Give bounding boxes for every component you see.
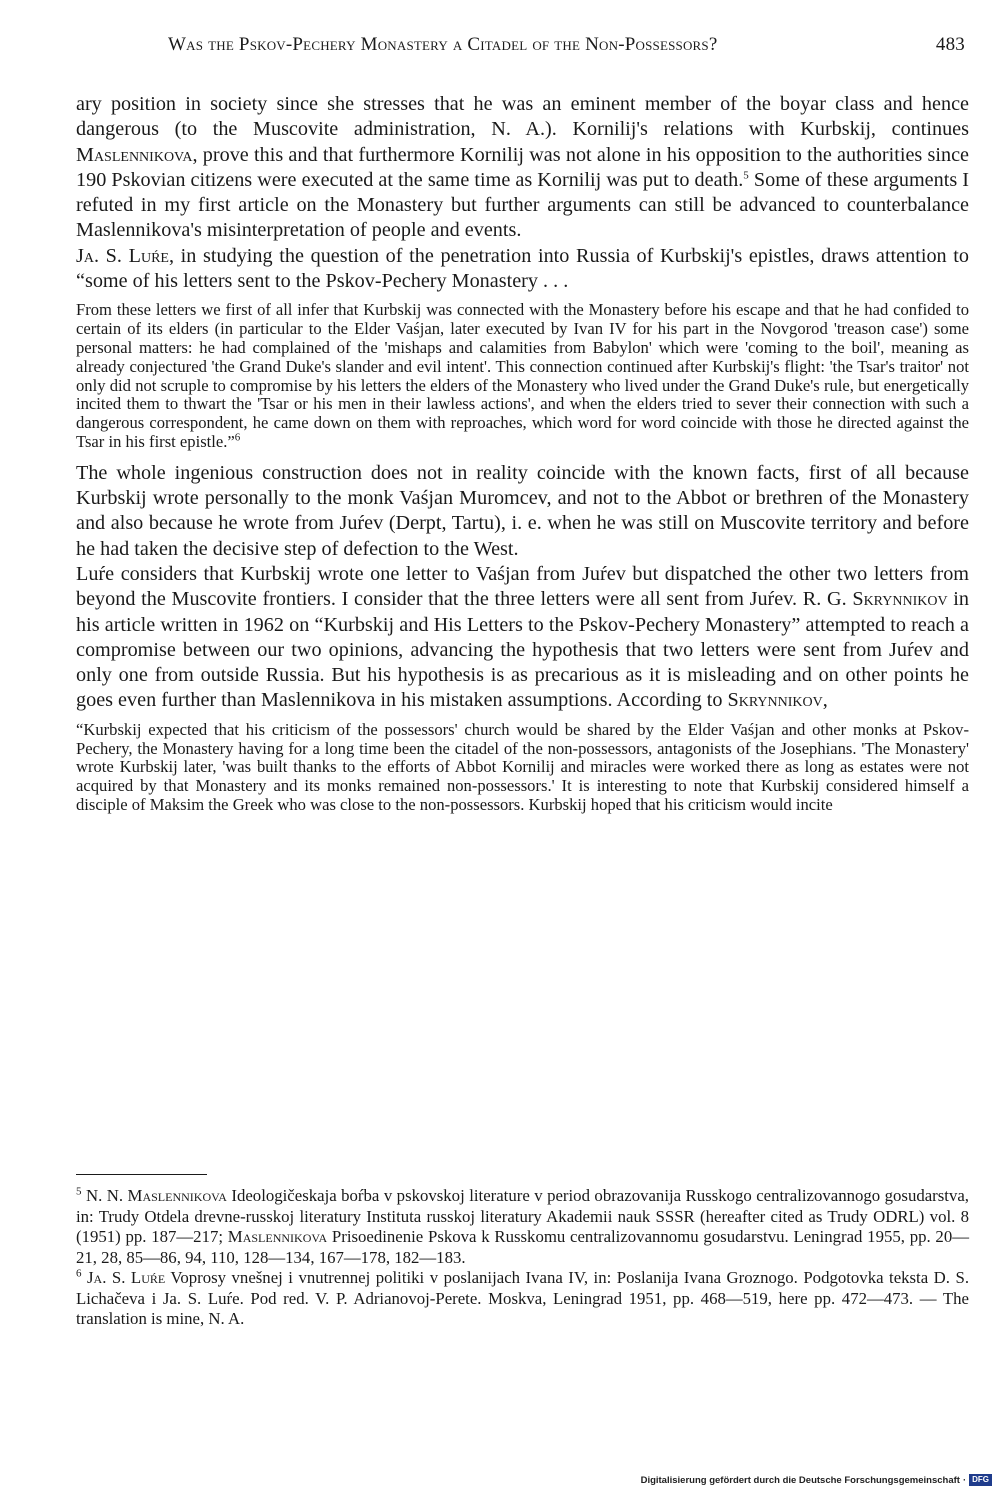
text-run: , in studying the question of the penetration into Russia of Kurbskij's epistles, draws attention to “some of his letters sent to the Pskov-Pechery Monastery . . . (76, 244, 969, 293)
text-run: in his article written in 1962 on “Kurbskij and His Letters to the Pskov-Pechery Monastery” attempted to reach a compromise between our two opinions, advancing the hypothesis that two letters were sent from Juŕev and only one from outside Russia. But his hypothesis is as precarious as it is misleading and on other points he goes even further than Maslennikova in his mistaken assumptions. According to (76, 588, 969, 712)
citation-text: Voprosy vnešnej i vnutrennej politiki v poslanijach Ivana IV, in: Poslanija Ivana Groznogo. Podgotovka teksta D. S. Lichačeva i Ja. S. Luŕe. Pod red. V. P. Adrianovoj-Perete. Moskva, Leningrad 1951, pp. 468—519, here pp. 472—473. — The translation is mine, N. A. (76, 1268, 970, 1328)
text-run: Luŕe considers that Kurbskij wrote one letter to Vaśjan from Juŕev but dispatched the other two letters from beyond the Muscovite frontiers. I consider that the three letters were all sent from Juŕev. R. G. (76, 562, 969, 611)
footnote-mark: 5 (76, 1185, 82, 1198)
author-name: Maslennikova (227, 1227, 328, 1246)
running-head (76, 30, 969, 60)
author-name: Ja. S. Luŕe (76, 244, 169, 267)
digitization-credit: Digitalisierung gefördert durch die Deutsche Forschungsgemeinschaft · DFG (641, 1474, 992, 1486)
author-name: Skrynnikov (852, 588, 948, 611)
text-run: , (822, 689, 828, 712)
article-body (76, 92, 969, 824)
paragraph-1 (76, 92, 969, 244)
author-name: Maslennikova (76, 143, 193, 166)
paragraph-4 (76, 562, 969, 714)
author-name: Skrynnikov (727, 689, 823, 712)
quote-text: From these letters we first of all infer that Kurbskij was connected with the Monastery before his escape and that he had confided to certain of its elders (in particular to the Elder Vaśjan, later executed by Ivan IV for his part in the Novgorod 'treason case') some personal matters: he had complained of the 'mishaps and calamities from Babylon' which were 'coming to the boil', meaning as already conjectured 'the Grand Duke's slander and evil intent'. This connection continued after Kurbskij's flight: 'the Tsar's traitor' not only did not scruple to compromise by his letters the elders of the Monastery who lived under the Grand Duke's rule, but energetically incited them to thwart the 'Tsar or his men in their lawless actions', and when the elders tried to sever their connection with such a dangerous correspondent, he came down on them with reproaches, which word for word coincide with those he directed against the Tsar in his first epistle.” (76, 300, 969, 451)
dfg-logo: DFG (969, 1474, 992, 1486)
running-title: Was the Pskov-Pechery Monastery a Citadel of the Non-Possessors? (168, 34, 718, 55)
block-quote-2: “Kurbskij expected that his criticism of the possessors' church would be shared by the Elder Vaśjan and other monks at Pskov-Pechery, the Monastery having for a long time been the citadel of the non-possessors, antagonists of the Josephians. 'The Monastery' wrote Kurbskij later, 'was built thanks to the efforts of Abbot Kornilij and miracles were worked there as long as estates were not acquired by that Monastery and its monks remained non-possessors.' It is interesting to note that Kurbskij considered himself a disciple of Maksim the Greek who was close to the non-possessors. Kurbskij hoped that his criticism would incite (76, 719, 969, 814)
footnotes (76, 1186, 969, 1330)
page (76, 0, 969, 1494)
block-quote-1 (76, 301, 969, 451)
text-run: , prove this and that furthermore Kornilij was not alone in his opposition to the authorities since 190 Pskovian citizens were executed at the same time as Kornilij was put to death. (76, 143, 969, 191)
author-name: N. N. Maslennikova (85, 1186, 227, 1205)
credit-text: Digitalisierung gefördert durch die Deutsche Forschungsgemeinschaft (640, 1474, 960, 1486)
paragraph-3: The whole ingenious construction does not in reality coincide with the known facts, first of all because Kurbskij wrote personally to the monk Vaśjan Muromcev, and not to the Abbot or brethren of the Monastery and also because he wrote from Juŕev (Derpt, Tartu), i. e. when he was still on Muscovite territory and before he had taken the decisive step of defection to the West. (76, 461, 969, 560)
page-number: 483 (935, 34, 965, 55)
citation-text: Ideologičeskaja boŕba v pskovskoj literature v period obrazovanija Russkogo centralizovannogo gosudarstva, in: Trudy Otdela drevne-russkoj literatury Instituta russkoj literatury Akademii nauk SSSR (hereafter cited as Trudy ODRL) vol. 8 (1951) pp. 187—217; (76, 1186, 969, 1246)
text-run: ary position in society since she stresses that he was an eminent member of the boyar class and hence dangerous (to the Muscovite administration, N. A.). Kornilij's relations with Kurbskij, continues (76, 93, 969, 141)
footnote-ref: 6 (234, 431, 241, 444)
paragraph-2 (76, 244, 969, 295)
footnote-mark: 6 (76, 1267, 82, 1280)
footnote-ref: 5 (743, 169, 749, 182)
footnote-6 (76, 1268, 969, 1330)
citation-text: Prisoedinenie Pskova k Russkomu centralizovannomu gosudarstvu. Leningrad 1955, pp. 20—21, 28, 85—86, 94, 110, 128—134, 167—178, 182—183. (76, 1227, 969, 1267)
text-run: Some of these arguments I refuted in my first article on the Monastery but further arguments can still be advanced to counterbalance Maslennikova's misinterpretation of people and events. (76, 168, 969, 242)
footnote-5 (76, 1186, 969, 1268)
footnote-divider (76, 1174, 207, 1175)
author-name: Ja. S. Luŕe (87, 1268, 166, 1287)
